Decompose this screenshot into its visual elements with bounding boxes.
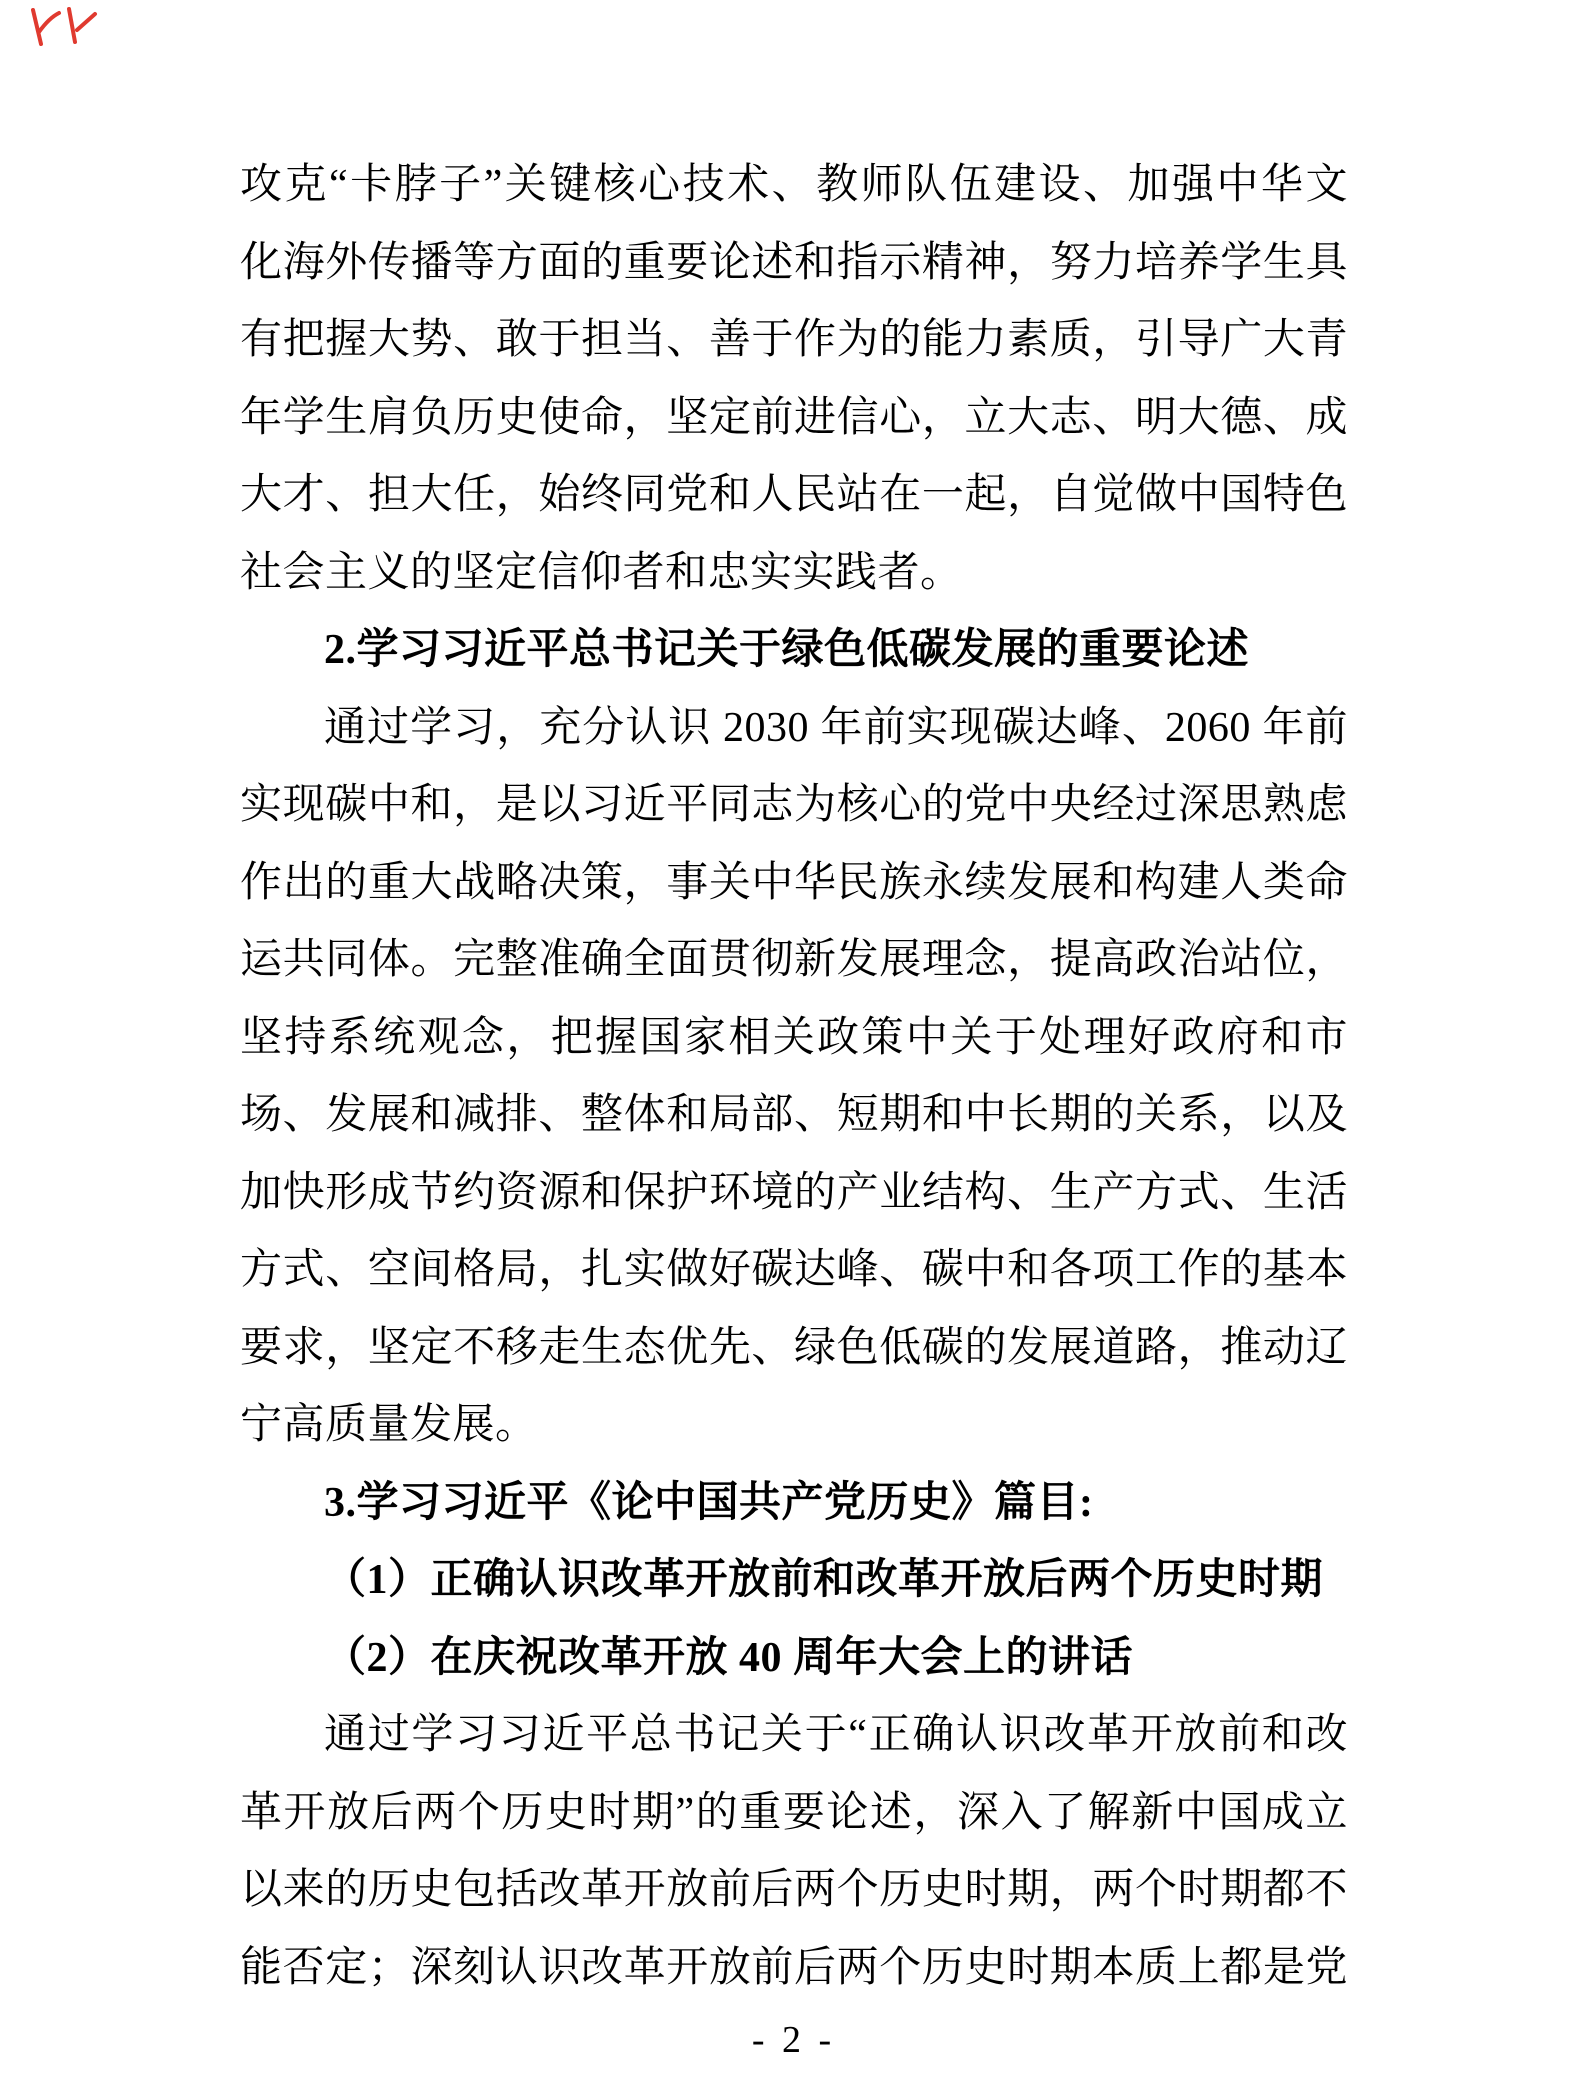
document-line: 年学生肩负历史使命，坚定前进信心，立大志、明大德、成 xyxy=(240,394,1348,441)
document-line: 方式、空间格局，扎实做好碳达峰、碳中和各项工作的基本 xyxy=(240,1247,1348,1293)
document-line: 3.学习习近平《论中国共产党历史》篇目: xyxy=(324,1479,1094,1526)
document-line: 宁高质量发展。 xyxy=(240,1402,538,1448)
document-line: 能否定；深刻认识改革开放前后两个历史时期本质上都是党 xyxy=(240,1944,1348,1991)
document-line: 通过学习，充分认识 2030 年前实现碳达峰、2060 年前 xyxy=(324,704,1348,751)
document-line: 作出的重大战略决策，事关中华民族永续发展和构建人类命 xyxy=(240,859,1348,906)
document-line: 实现碳中和，是以习近平同志为核心的党中央经过深思熟虑 xyxy=(240,782,1348,828)
document-line: 攻克“卡脖子”关键核心技术、教师队伍建设、加强中华文 xyxy=(240,162,1348,208)
document-line: 大才、担大任，始终同党和人民站在一起，自觉做中国特色 xyxy=(240,472,1348,518)
document-line: 2.学习习近平总书记关于绿色低碳发展的重要论述 xyxy=(324,627,1250,673)
document-line: 场、发展和减排、整体和局部、短期和中长期的关系，以及 xyxy=(240,1092,1348,1138)
document-line: 运共同体。完整准确全面贯彻新发展理念，提高政治站位， xyxy=(240,937,1348,983)
page-number: - 2 - xyxy=(751,2019,836,2061)
red-pen-marks-icon xyxy=(25,4,99,50)
document-line: 以来的历史包括改革开放前后两个历史时期，两个时期都不 xyxy=(240,1867,1348,1913)
document-line: （1）正确认识改革开放前和改革开放后两个历史时期 xyxy=(324,1557,1324,1603)
document-line: 坚持系统观念，把握国家相关政策中关于处理好政府和市 xyxy=(240,1014,1348,1061)
document-line: 有把握大势、敢于担当、善于作为的能力素质，引导广大青 xyxy=(240,317,1348,363)
document-line: （2）在庆祝改革开放 40 周年大会上的讲话 xyxy=(324,1634,1134,1681)
document-line: 加快形成节约资源和保护环境的产业结构、生产方式、生活 xyxy=(240,1169,1348,1216)
document-line: 化海外传播等方面的重要论述和指示精神，努力培养学生具 xyxy=(240,239,1348,286)
document-line: 要求，坚定不移走生态优先、绿色低碳的发展道路，推动辽 xyxy=(240,1324,1348,1371)
document-body xyxy=(240,147,1348,2007)
document-line: 社会主义的坚定信仰者和忠实实践者。 xyxy=(240,549,963,596)
document-line: 通过学习习近平总书记关于“正确认识改革开放前和改 xyxy=(324,1712,1348,1758)
document-line: 革开放后两个历史时期”的重要论述，深入了解新中国成立 xyxy=(240,1789,1348,1836)
